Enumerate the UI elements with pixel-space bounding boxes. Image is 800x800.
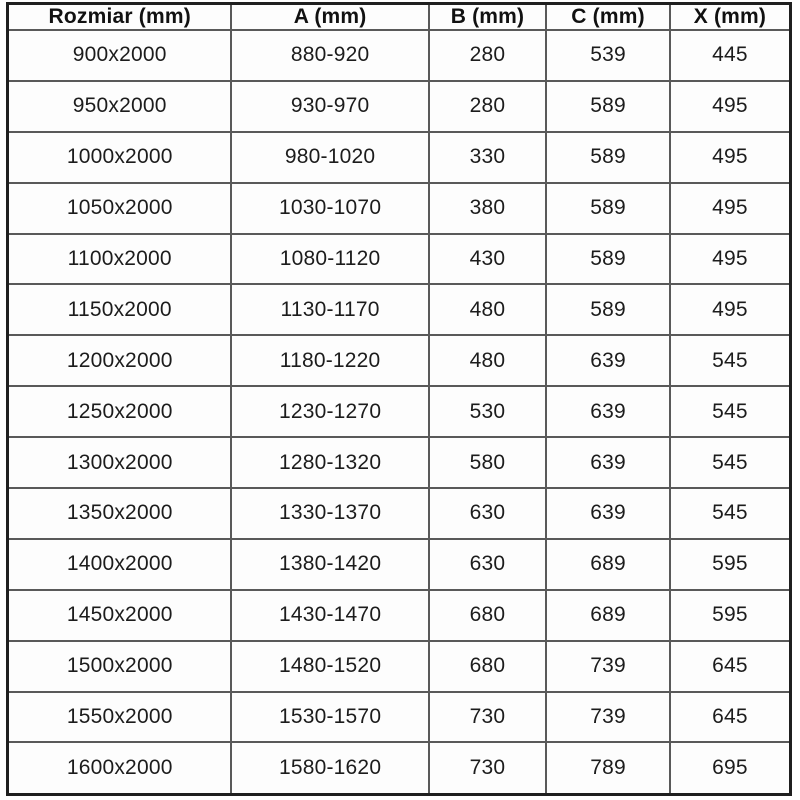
- table-cell: 280: [429, 81, 546, 132]
- table-cell: 900x2000: [8, 30, 232, 81]
- table-row: [8, 641, 791, 692]
- table-cell: 680: [429, 590, 546, 641]
- table-cell: 1530-1570: [231, 692, 428, 743]
- table-cell: 495: [670, 284, 791, 335]
- table-cell: 495: [670, 81, 791, 132]
- table-cell: 789: [546, 742, 670, 794]
- table-cell: 730: [429, 692, 546, 743]
- table-cell: 980-1020: [231, 132, 428, 183]
- table-row: [8, 30, 791, 81]
- column-header: Rozmiar (mm): [8, 4, 232, 31]
- table-row: [8, 590, 791, 641]
- table-cell: 539: [546, 30, 670, 81]
- size-spec-table: [6, 2, 792, 796]
- table-cell: 1250x2000: [8, 386, 232, 437]
- column-header: C (mm): [546, 4, 670, 31]
- table-cell: 1400x2000: [8, 539, 232, 590]
- table-cell: 1380-1420: [231, 539, 428, 590]
- table-cell: 545: [670, 488, 791, 539]
- table-row: [8, 488, 791, 539]
- table-cell: 580: [429, 437, 546, 488]
- table-cell: 1030-1070: [231, 183, 428, 234]
- table-cell: 730: [429, 742, 546, 794]
- table-cell: 589: [546, 183, 670, 234]
- table-cell: 445: [670, 30, 791, 81]
- table-cell: 639: [546, 386, 670, 437]
- table-cell: 739: [546, 641, 670, 692]
- table-cell: 430: [429, 234, 546, 285]
- table-cell: 1430-1470: [231, 590, 428, 641]
- table-cell: 880-920: [231, 30, 428, 81]
- table-cell: 589: [546, 81, 670, 132]
- table-cell: 950x2000: [8, 81, 232, 132]
- table-cell: 630: [429, 539, 546, 590]
- table-cell: 639: [546, 437, 670, 488]
- table-cell: 595: [670, 539, 791, 590]
- table-cell: 589: [546, 132, 670, 183]
- table-cell: 1180-1220: [231, 335, 428, 386]
- table-cell: 1130-1170: [231, 284, 428, 335]
- table-cell: 1330-1370: [231, 488, 428, 539]
- table-cell: 695: [670, 742, 791, 794]
- table-cell: 595: [670, 590, 791, 641]
- table-cell: 495: [670, 234, 791, 285]
- table-cell: 1080-1120: [231, 234, 428, 285]
- table-cell: 689: [546, 539, 670, 590]
- table-row: [8, 234, 791, 285]
- table-cell: 530: [429, 386, 546, 437]
- table-cell: 680: [429, 641, 546, 692]
- table-row: [8, 386, 791, 437]
- table-cell: 280: [429, 30, 546, 81]
- table-cell: 545: [670, 335, 791, 386]
- column-header: B (mm): [429, 4, 546, 31]
- table-cell: 1500x2000: [8, 641, 232, 692]
- table-cell: 480: [429, 335, 546, 386]
- table-cell: 1200x2000: [8, 335, 232, 386]
- table-row: [8, 284, 791, 335]
- table-row: [8, 335, 791, 386]
- table-cell: 480: [429, 284, 546, 335]
- table-cell: 1480-1520: [231, 641, 428, 692]
- table-cell: 1150x2000: [8, 284, 232, 335]
- table-cell: 1550x2000: [8, 692, 232, 743]
- table-cell: 739: [546, 692, 670, 743]
- table-row: [8, 437, 791, 488]
- table-cell: 1050x2000: [8, 183, 232, 234]
- column-header: X (mm): [670, 4, 791, 31]
- table-row: [8, 692, 791, 743]
- table-cell: 380: [429, 183, 546, 234]
- table-cell: 1350x2000: [8, 488, 232, 539]
- table-cell: 589: [546, 234, 670, 285]
- table-cell: 1100x2000: [8, 234, 232, 285]
- table-body: [8, 30, 791, 795]
- header-row: [8, 4, 791, 31]
- table-cell: 930-970: [231, 81, 428, 132]
- table-row: [8, 183, 791, 234]
- table-row: [8, 742, 791, 794]
- table-cell: 545: [670, 437, 791, 488]
- table-cell: 330: [429, 132, 546, 183]
- table-cell: 589: [546, 284, 670, 335]
- table-cell: 1600x2000: [8, 742, 232, 794]
- table-cell: 1580-1620: [231, 742, 428, 794]
- table-row: [8, 81, 791, 132]
- table-row: [8, 132, 791, 183]
- table-cell: 1230-1270: [231, 386, 428, 437]
- table-cell: 639: [546, 335, 670, 386]
- table-cell: 645: [670, 641, 791, 692]
- table-cell: 639: [546, 488, 670, 539]
- table-cell: 545: [670, 386, 791, 437]
- table-cell: 630: [429, 488, 546, 539]
- table-cell: 495: [670, 132, 791, 183]
- table-row: [8, 539, 791, 590]
- table-cell: 1300x2000: [8, 437, 232, 488]
- table-cell: 689: [546, 590, 670, 641]
- table-cell: 1450x2000: [8, 590, 232, 641]
- table-cell: 1280-1320: [231, 437, 428, 488]
- table-cell: 1000x2000: [8, 132, 232, 183]
- table-cell: 645: [670, 692, 791, 743]
- table-cell: 495: [670, 183, 791, 234]
- column-header: A (mm): [231, 4, 428, 31]
